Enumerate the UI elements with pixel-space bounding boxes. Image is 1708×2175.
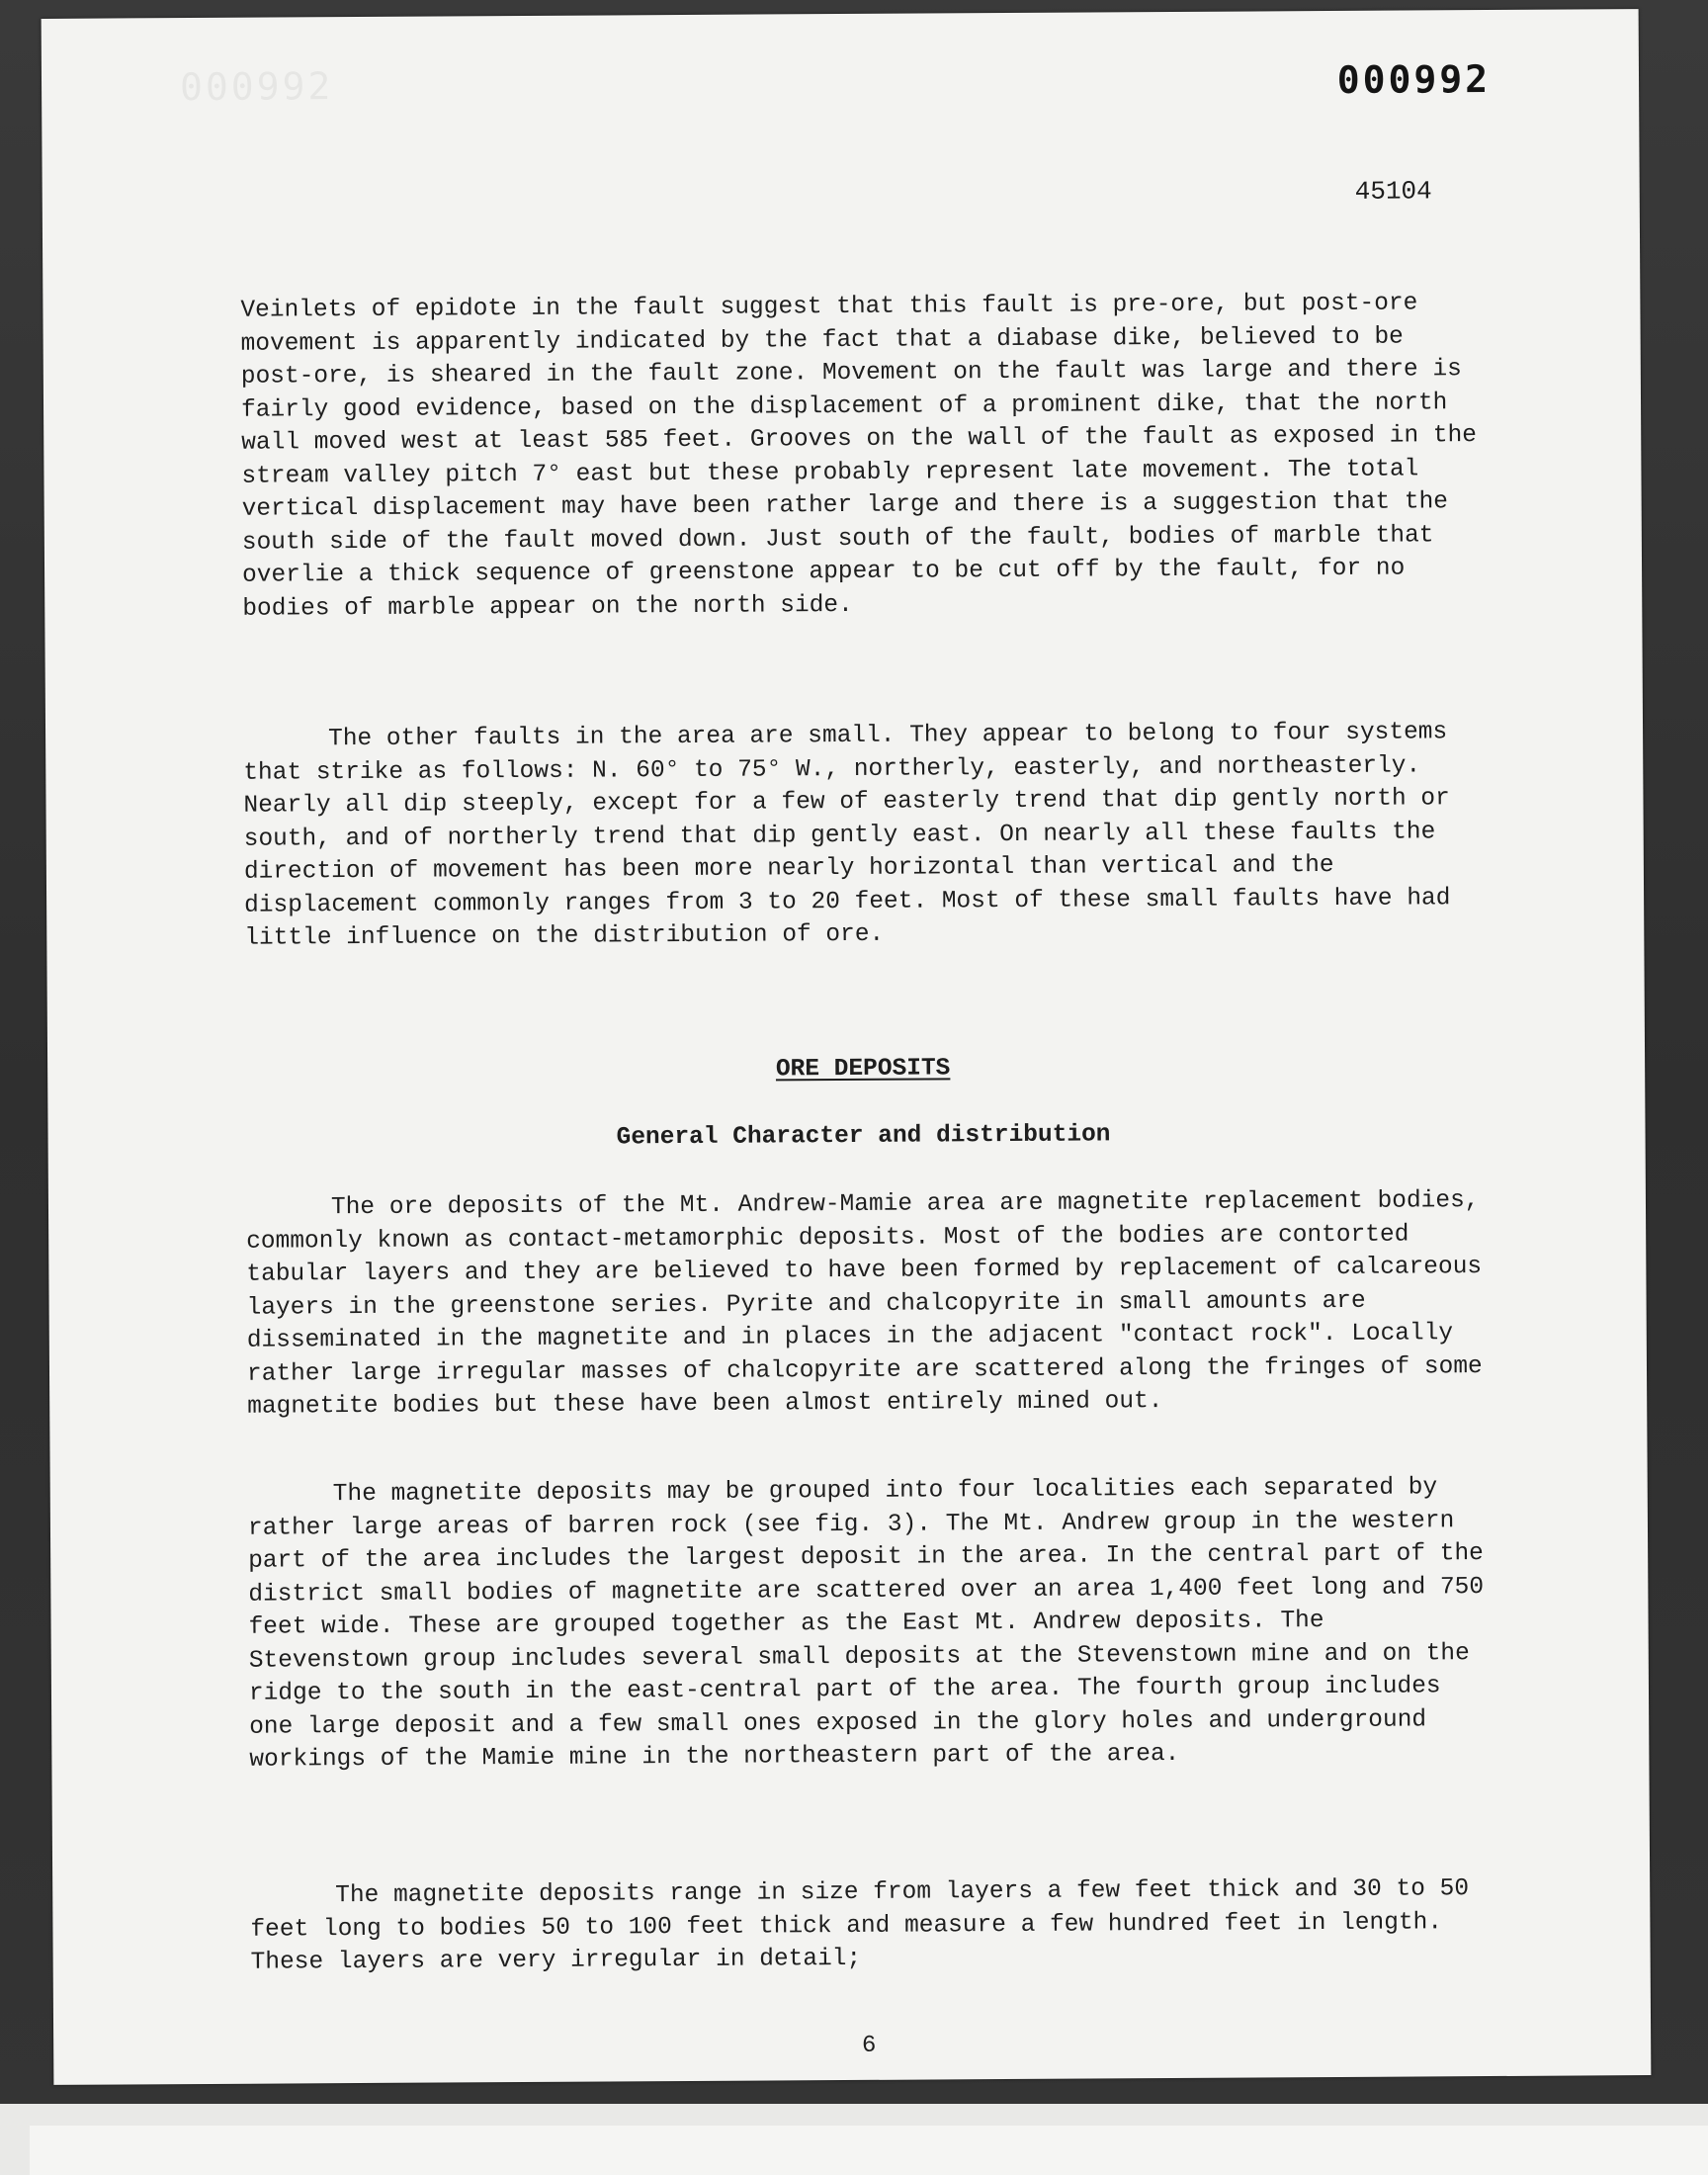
show-through-number: 000992 (179, 64, 334, 110)
subsection-heading: General Character and distribution (616, 1121, 1111, 1152)
document-page (42, 9, 1652, 2085)
paragraph-ore-deposits: The ore deposits of the Mt. Andrew-Mamie area are magnetite replacement bodies, commonly known as contact-metamorphic deposits. Most of the bodies are contorted tabular layers and they are believed to have been formed by replacement of calcareous layers in the greenstone series. Pyrite and chalcopyrite in small amounts are disseminated in the magnetite and in places in the adjacent "contact rock". Locally rather large irregular masses of chalcopyrite are scattered along the fringes of some magnetite bodies but these have been almost entirely mined out. (246, 1187, 1483, 1421)
paragraph-size-range: The magnetite deposits range in size from layers a few feet thick and 30 to 50 feet long to bodies 50 to 100 feet thick and measure a few hundred feet in length. These layers are very irregular in detail; (250, 1875, 1470, 1976)
document-number: 000992 (1336, 56, 1492, 102)
paragraph-other-faults: The other faults in the area are small. They appear to belong to four systems that strike as follows: N. 60° to 75° W., northerly, easterly, and northeasterly. Nearly all dip steeply, except for a few of easterly trend that dip gently north or south, and of northerly trend that dip gently east. On nearly all these faults the direction of movement has been more nearly horizontal than vertical and the displacement commonly ranges from 3 to 20 feet. Most of these small faults have had little influence on the distribution of ore. (243, 719, 1451, 952)
paragraph-fault: Veinlets of epidote in the fault suggest that this fault is pre-ore, but post-ore movement is apparently indicated by the fact that a diabase dike, believed to be post-ore, is sheared in the fault zone. Movement on the fault was large and there is fairly good evidence, based on the displacement of a prominent dike, that the north wall moved west at least 585 feet. Grooves on the wall of the fault as exposed in the stream valley pitch 7° east but these probably represent late movement. The total vertical displacement may have been rather large and there is a suggestion that the south side of the fault moved down. Just south of the fault, bodies of marble that overlie a thick sequence of greenstone appear to be cut off by the fault, for no bodies of marble appear on the north side. (240, 290, 1478, 623)
page-number: 6 (861, 2032, 877, 2059)
paragraph-localities: The magnetite deposits may be grouped into four localities each separated by rather large areas of barren rock (see fig. 3). The Mt. Andrew group in the western part of the area includes the largest deposit in the area. In the central part of the district small bodies of magnetite are scattered over an area 1,400 feet long and 750 feet wide. These are grouped together as the East Mt. Andrew deposits. The Stevenstown group includes several small deposits at the Stevenstown mine and on the ridge to the south in the east-central part of the area. The fourth group includes one large deposit and a few small ones exposed in the glory holes and underground workings of the Mamie mine in the northeastern part of the area. (247, 1474, 1485, 1774)
scanner-bottom-sheet (30, 2126, 1708, 2175)
reference-number: 45104 (1354, 176, 1432, 207)
section-heading: ORE DEPOSITS (775, 1055, 951, 1084)
